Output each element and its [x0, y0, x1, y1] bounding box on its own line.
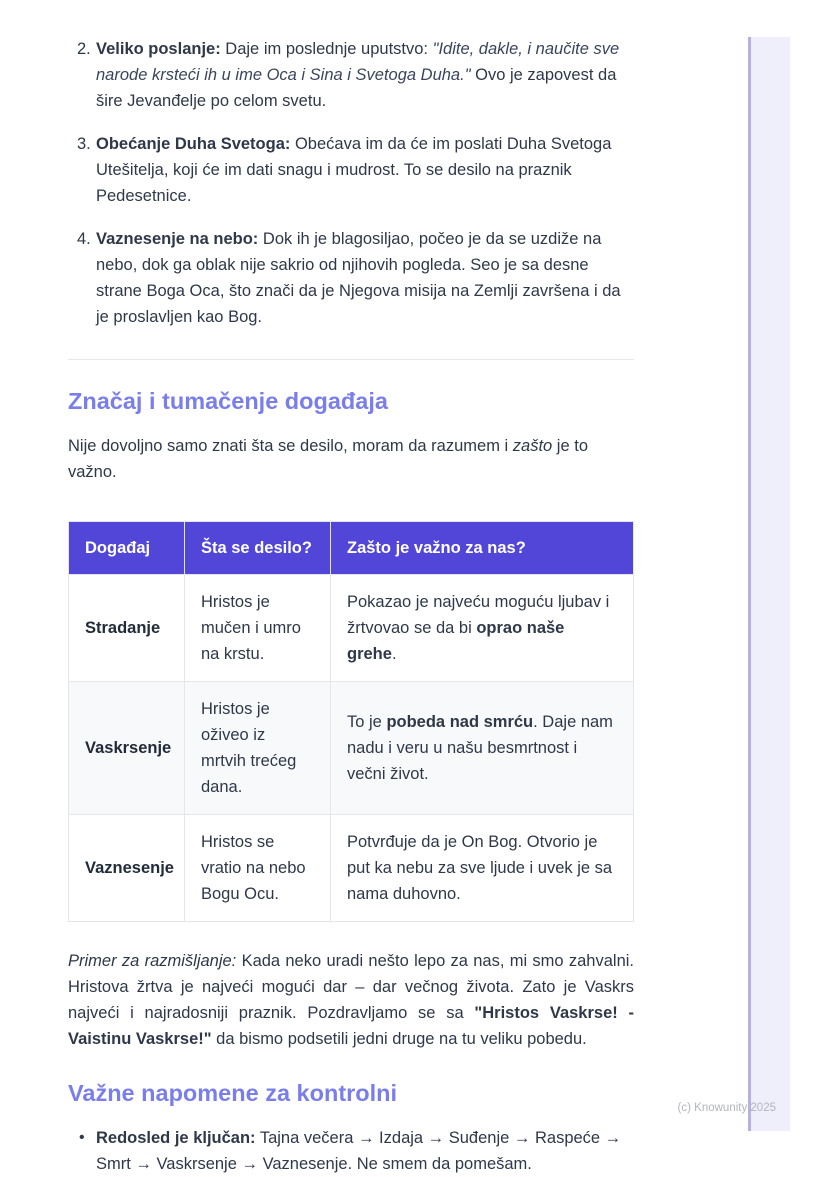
- list-item-body: Daje im poslednje uputstvo:: [220, 40, 433, 58]
- list-item-number: 2.: [77, 40, 91, 58]
- list-item: [68, 226, 634, 330]
- list-item-body: Ovo je zapovest da šire Jevanđelje po celom svetu.: [96, 66, 617, 110]
- list-item-lead: Obećanje Duha Svetoga:: [96, 135, 291, 153]
- list-item-body: Dok ih je blagosiljao, počeo je da se uzdiže na nebo, dok ga oblak nije sakrio od njihovih pogleda. Seo je sa desne strane Boga Oca, što znači da je Njegova misija na Zemlji završena i da je proslavljen kao Bog.: [96, 230, 621, 326]
- section-heading-significance: Značaj i tumačenje događaja: [68, 388, 388, 414]
- cell-why: [331, 815, 634, 922]
- example-text: Kada neko uradi nešto lepo za nas, mi smo zahvalni. Hristova žrtva je najveći mogući dar – dar večnog života. Zato je Vaskrs najveći i najradosniji praznik. Pozdravljamo se sa: [68, 952, 634, 1022]
- cell-why-text: Pokazao je najveću moguću ljubav i žrtvovao se da bi: [347, 593, 610, 637]
- list-item-body: Obećava im da će im poslati Duha Svetoga Utešitelja, koji će im dati snagu i mudrost. To se desilo na praznik Pedesetnice.: [96, 135, 612, 205]
- cell-why-bold: oprao naše grehe: [347, 619, 565, 663]
- cell-why: [331, 575, 634, 682]
- intro-paragraph: [68, 433, 634, 485]
- cell-event: Vaznesenje: [69, 815, 185, 922]
- bullet-marker: •: [79, 1129, 85, 1146]
- intro-text: je to važno.: [68, 437, 588, 481]
- document-content: [68, 0, 634, 1177]
- cell-event: Vaskrsenje: [69, 682, 185, 815]
- table-row: [69, 575, 634, 682]
- cell-why-text: .: [391, 645, 397, 663]
- ordered-list: [68, 36, 634, 330]
- cell-what: Hristos je mučen i umro na krstu.: [185, 575, 331, 682]
- cell-what: Hristos je oživeo iz mrtvih trećeg dana.: [185, 682, 331, 815]
- table-header-row: [69, 522, 634, 575]
- list-item: [68, 131, 634, 209]
- list-item: [68, 1125, 634, 1177]
- list-item-body: Tajna večera → Izdaja → Suđenje → Raspeće → Smrt → Vaskrsenje → Vaznesenje. Ne smem da pomešam.: [96, 1129, 622, 1173]
- list-item-text: [96, 226, 634, 330]
- intro-emphasis: zašto: [512, 437, 553, 455]
- cell-why-text: To je: [347, 713, 387, 731]
- list-item-number: 3.: [77, 135, 91, 153]
- list-item-lead: Vaznesenje na nebo:: [96, 230, 259, 248]
- example-text: da bismo podsetili jedni druge na tu veliku pobedu.: [211, 1030, 587, 1048]
- list-item-lead: Redosled je ključan:: [96, 1129, 256, 1147]
- table-row: [69, 815, 634, 922]
- cell-why: [331, 682, 634, 815]
- cell-what: Hristos se vratio na nebo Bogu Ocu.: [185, 815, 331, 922]
- cell-why-bold: pobeda nad smrću: [386, 713, 534, 731]
- list-item-number: 4.: [77, 230, 91, 248]
- scripture-quote: "Idite, dakle, i naučite sve narode krsteći ih u ime Oca i Sina i Svetoga Duha.": [96, 40, 620, 84]
- intro-text: Nije dovoljno samo znati šta se desilo, moram da razumem i: [68, 437, 513, 455]
- list-item-text: [96, 36, 634, 114]
- example-paragraph: [68, 948, 634, 1052]
- list-item-text: [96, 131, 634, 209]
- example-lead: Primer za razmišljanje:: [68, 952, 237, 970]
- bullet-list: [68, 1125, 634, 1177]
- easter-greeting: "Hristos Vaskrse! - Vaistinu Vaskrse!": [68, 1004, 635, 1048]
- column-header-event: Događaj: [69, 522, 185, 575]
- column-header-why: Zašto je važno za nas?: [331, 522, 634, 575]
- cell-why-text: Potvrđuje da je On Bog. Otvorio je put ka nebu za sve ljude i uvek je sa nama duhovno.: [347, 833, 613, 903]
- list-item-lead: Veliko poslanje:: [96, 40, 221, 58]
- page-edge-decoration: [748, 37, 790, 1131]
- column-header-what: Šta se desilo?: [185, 522, 331, 575]
- cell-why-text: . Daje nam nadu i veru u našu besmrtnost i večni život.: [347, 713, 613, 783]
- footer-copyright: (c) Knowunity 2025: [677, 1102, 776, 1114]
- events-table: [68, 521, 634, 922]
- section-divider: [68, 359, 634, 360]
- table-row: [69, 682, 634, 815]
- list-item: [68, 36, 634, 114]
- list-item-text: [96, 1125, 634, 1177]
- section-heading-notes: Važne napomene za kontrolni: [68, 1080, 398, 1106]
- cell-event: Stradanje: [69, 575, 185, 682]
